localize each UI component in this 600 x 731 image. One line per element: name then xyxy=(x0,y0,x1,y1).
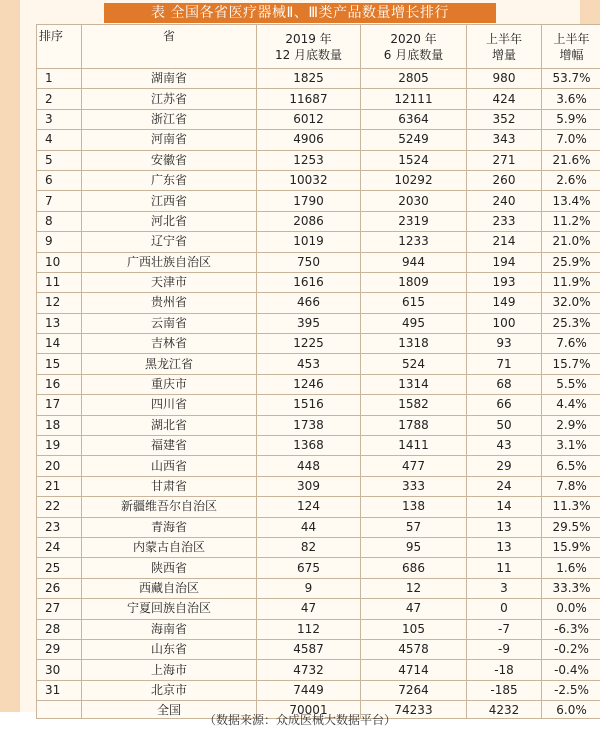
cell-province: 四川省 xyxy=(82,395,257,415)
cell-province: 湖北省 xyxy=(82,415,257,435)
cell-growth: 343 xyxy=(467,130,542,150)
header-rate-line1: 上半年 xyxy=(553,31,590,46)
cell-rank: 31 xyxy=(37,680,82,700)
cell-province: 江苏省 xyxy=(82,89,257,109)
cell-province: 重庆市 xyxy=(82,374,257,394)
table-row xyxy=(37,293,600,313)
cell-province: 江西省 xyxy=(82,191,257,211)
cell-growth: 93 xyxy=(467,334,542,354)
cell-rank: 15 xyxy=(37,354,82,374)
data-source-note: （数据来源：众成医械大数据平台） xyxy=(203,713,396,727)
cell-rate: 7.6% xyxy=(542,334,600,354)
cell-rate: 11.2% xyxy=(542,211,600,231)
cell-rank: 12 xyxy=(37,293,82,313)
cell-2020: 944 xyxy=(361,252,467,272)
cell-rate: 21.6% xyxy=(542,150,600,170)
header-2019 xyxy=(257,25,361,69)
header-2020-line2: 6 月底数量 xyxy=(383,47,444,62)
cell-growth: -9 xyxy=(467,639,542,659)
cell-growth: 233 xyxy=(467,211,542,231)
cell-province: 青海省 xyxy=(82,517,257,537)
cell-2020: 138 xyxy=(361,497,467,517)
cell-province: 甘肃省 xyxy=(82,476,257,496)
cell-province: 广西壮族自治区 xyxy=(82,252,257,272)
cell-2019: 1368 xyxy=(257,436,361,456)
header-growth xyxy=(467,25,542,69)
cell-rank: 29 xyxy=(37,639,82,659)
table-row xyxy=(37,170,600,190)
cell-growth: 424 xyxy=(467,89,542,109)
table-row xyxy=(37,639,600,659)
cell-rate: 3.6% xyxy=(542,89,600,109)
cell-rank: 7 xyxy=(37,191,82,211)
cell-rank: 22 xyxy=(37,497,82,517)
cell-2020: 7264 xyxy=(361,680,467,700)
cell-2019: 1253 xyxy=(257,150,361,170)
cell-2019: 1019 xyxy=(257,232,361,252)
cell-growth: -18 xyxy=(467,660,542,680)
total-2019: 70001 xyxy=(257,701,361,719)
table-row xyxy=(37,497,600,517)
cell-2020: 333 xyxy=(361,476,467,496)
cell-rank: 19 xyxy=(37,436,82,456)
cell-rate: 3.1% xyxy=(542,436,600,456)
cell-2020: 1788 xyxy=(361,415,467,435)
cell-2019: 1790 xyxy=(257,191,361,211)
header-rate xyxy=(542,25,600,69)
cell-province: 安徽省 xyxy=(82,150,257,170)
cell-2019: 9 xyxy=(257,578,361,598)
table-row xyxy=(37,313,600,333)
cell-province: 广东省 xyxy=(82,170,257,190)
cell-2019: 1825 xyxy=(257,69,361,89)
cell-province: 宁夏回族自治区 xyxy=(82,599,257,619)
header-growth-line1: 上半年 xyxy=(485,31,522,46)
table-body xyxy=(37,69,600,701)
cell-growth: 11 xyxy=(467,558,542,578)
cell-2019: 1225 xyxy=(257,334,361,354)
cell-rank: 3 xyxy=(37,109,82,129)
cell-2020: 2319 xyxy=(361,211,467,231)
cell-rate: 15.9% xyxy=(542,537,600,557)
cell-growth: 193 xyxy=(467,272,542,292)
cell-rate: 13.4% xyxy=(542,191,600,211)
cell-rate: 5.5% xyxy=(542,374,600,394)
cell-rate: 4.4% xyxy=(542,395,600,415)
cell-rank: 14 xyxy=(37,334,82,354)
table-row xyxy=(37,558,600,578)
table-row xyxy=(37,334,600,354)
cell-2019: 44 xyxy=(257,517,361,537)
table-row xyxy=(37,456,600,476)
cell-growth: 29 xyxy=(467,456,542,476)
cell-rank: 13 xyxy=(37,313,82,333)
cell-2020: 2030 xyxy=(361,191,467,211)
cell-rate: 0.0% xyxy=(542,599,600,619)
cell-rank: 25 xyxy=(37,558,82,578)
cell-growth: 14 xyxy=(467,497,542,517)
cell-rank: 23 xyxy=(37,517,82,537)
table-row xyxy=(37,436,600,456)
cell-2020: 615 xyxy=(361,293,467,313)
cell-rate: -0.4% xyxy=(542,660,600,680)
table-row xyxy=(37,109,600,129)
cell-2020: 477 xyxy=(361,456,467,476)
cell-province: 西藏自治区 xyxy=(82,578,257,598)
cell-rank: 20 xyxy=(37,456,82,476)
cell-rank: 16 xyxy=(37,374,82,394)
cell-rate: 29.5% xyxy=(542,517,600,537)
cell-rank: 8 xyxy=(37,211,82,231)
cell-province: 陕西省 xyxy=(82,558,257,578)
cell-2020: 1233 xyxy=(361,232,467,252)
cell-2020: 2805 xyxy=(361,69,467,89)
cell-rate: 1.6% xyxy=(542,558,600,578)
cell-2020: 495 xyxy=(361,313,467,333)
cell-growth: 3 xyxy=(467,578,542,598)
cell-growth: 0 xyxy=(467,599,542,619)
cell-2020: 105 xyxy=(361,619,467,639)
cell-2019: 47 xyxy=(257,599,361,619)
cell-growth: 24 xyxy=(467,476,542,496)
ranking-table xyxy=(36,24,600,719)
cell-2020: 1524 xyxy=(361,150,467,170)
cell-rate: 53.7% xyxy=(542,69,600,89)
cell-2020: 1318 xyxy=(361,334,467,354)
cell-2019: 4587 xyxy=(257,639,361,659)
cell-2020: 524 xyxy=(361,354,467,374)
cell-rate: 11.3% xyxy=(542,497,600,517)
cell-growth: 71 xyxy=(467,354,542,374)
cell-province: 上海市 xyxy=(82,660,257,680)
cell-rank: 27 xyxy=(37,599,82,619)
cell-province: 云南省 xyxy=(82,313,257,333)
table-row xyxy=(37,69,600,89)
cell-rate: 11.9% xyxy=(542,272,600,292)
header-province: 省 xyxy=(82,25,257,69)
table-row xyxy=(37,89,600,109)
cell-province: 海南省 xyxy=(82,619,257,639)
cell-growth: 271 xyxy=(467,150,542,170)
table-row xyxy=(37,415,600,435)
cell-2020: 5249 xyxy=(361,130,467,150)
cell-growth: 149 xyxy=(467,293,542,313)
cell-2020: 95 xyxy=(361,537,467,557)
cell-2019: 7449 xyxy=(257,680,361,700)
cell-2019: 6012 xyxy=(257,109,361,129)
table-row xyxy=(37,395,600,415)
cell-2020: 10292 xyxy=(361,170,467,190)
cell-2020: 57 xyxy=(361,517,467,537)
header-2019-line2: 12 月底数量 xyxy=(274,47,343,62)
table-row xyxy=(37,517,600,537)
header-rate-line2: 增幅 xyxy=(559,47,584,62)
table-row xyxy=(37,211,600,231)
cell-growth: 13 xyxy=(467,537,542,557)
cell-rate: 25.9% xyxy=(542,252,600,272)
cell-rate: 33.3% xyxy=(542,578,600,598)
table-row xyxy=(37,374,600,394)
table-row xyxy=(37,252,600,272)
cell-province: 山西省 xyxy=(82,456,257,476)
cell-rate: 7.8% xyxy=(542,476,600,496)
cell-2020: 12111 xyxy=(361,89,467,109)
cell-province: 河南省 xyxy=(82,130,257,150)
cell-rate: 2.6% xyxy=(542,170,600,190)
cell-rate: 32.0% xyxy=(542,293,600,313)
cell-rank: 10 xyxy=(37,252,82,272)
total-2020: 74233 xyxy=(361,701,467,719)
cell-province: 河北省 xyxy=(82,211,257,231)
cell-2019: 1246 xyxy=(257,374,361,394)
cell-rank: 26 xyxy=(37,578,82,598)
cell-rank: 1 xyxy=(37,69,82,89)
cell-growth: 240 xyxy=(467,191,542,211)
cell-province: 北京市 xyxy=(82,680,257,700)
total-label: 全国 xyxy=(82,701,257,719)
cell-rank: 2 xyxy=(37,89,82,109)
total-growth: 4232 xyxy=(467,701,542,719)
cell-rate: 21.0% xyxy=(542,232,600,252)
cell-2019: 1738 xyxy=(257,415,361,435)
cell-2019: 112 xyxy=(257,619,361,639)
cell-2020: 1411 xyxy=(361,436,467,456)
cell-2019: 10032 xyxy=(257,170,361,190)
table-row xyxy=(37,130,600,150)
cell-growth: 68 xyxy=(467,374,542,394)
cell-2019: 395 xyxy=(257,313,361,333)
cell-province: 浙江省 xyxy=(82,109,257,129)
cell-growth: 260 xyxy=(467,170,542,190)
cell-rank: 24 xyxy=(37,537,82,557)
cell-growth: 100 xyxy=(467,313,542,333)
header-2020 xyxy=(361,25,467,69)
cell-2019: 4732 xyxy=(257,660,361,680)
cell-2020: 47 xyxy=(361,599,467,619)
total-rate: 6.0% xyxy=(542,701,600,719)
cell-growth: 13 xyxy=(467,517,542,537)
cell-rank: 18 xyxy=(37,415,82,435)
cell-2019: 309 xyxy=(257,476,361,496)
table-row xyxy=(37,599,600,619)
header-2020-line1: 2020 年 xyxy=(390,31,437,46)
cell-rank: 11 xyxy=(37,272,82,292)
table-row xyxy=(37,476,600,496)
cell-2019: 82 xyxy=(257,537,361,557)
cell-rank: 28 xyxy=(37,619,82,639)
cell-province: 山东省 xyxy=(82,639,257,659)
cell-growth: 214 xyxy=(467,232,542,252)
cell-2020: 6364 xyxy=(361,109,467,129)
table-row xyxy=(37,660,600,680)
cell-2019: 11687 xyxy=(257,89,361,109)
cell-rank: 21 xyxy=(37,476,82,496)
table-row xyxy=(37,150,600,170)
table-row xyxy=(37,272,600,292)
cell-rate: 25.3% xyxy=(542,313,600,333)
cell-rank: 17 xyxy=(37,395,82,415)
cell-growth: 352 xyxy=(467,109,542,129)
cell-rate: 2.9% xyxy=(542,415,600,435)
cell-province: 吉林省 xyxy=(82,334,257,354)
cell-growth: 194 xyxy=(467,252,542,272)
cell-2019: 453 xyxy=(257,354,361,374)
cell-rate: 5.9% xyxy=(542,109,600,129)
table-row xyxy=(37,191,600,211)
cell-growth: 43 xyxy=(467,436,542,456)
cell-rate: 6.5% xyxy=(542,456,600,476)
cell-2020: 686 xyxy=(361,558,467,578)
cell-2019: 124 xyxy=(257,497,361,517)
header-2019-line1: 2019 年 xyxy=(285,31,332,46)
table-row xyxy=(37,537,600,557)
cell-2020: 4714 xyxy=(361,660,467,680)
cell-growth: -7 xyxy=(467,619,542,639)
table-header-row xyxy=(37,25,600,69)
cell-rate: -2.5% xyxy=(542,680,600,700)
cell-2020: 1809 xyxy=(361,272,467,292)
cell-growth: 980 xyxy=(467,69,542,89)
cell-province: 天津市 xyxy=(82,272,257,292)
cell-rank: 6 xyxy=(37,170,82,190)
cell-province: 新疆维吾尔自治区 xyxy=(82,497,257,517)
cell-2019: 675 xyxy=(257,558,361,578)
cell-rank: 30 xyxy=(37,660,82,680)
cell-rate: 7.0% xyxy=(542,130,600,150)
cell-growth: 66 xyxy=(467,395,542,415)
cell-province: 贵州省 xyxy=(82,293,257,313)
cell-2019: 466 xyxy=(257,293,361,313)
cell-rate: -0.2% xyxy=(542,639,600,659)
header-rank: 排序 xyxy=(37,25,82,69)
cell-2020: 1582 xyxy=(361,395,467,415)
cell-rank: 5 xyxy=(37,150,82,170)
cell-2020: 4578 xyxy=(361,639,467,659)
cell-2019: 4906 xyxy=(257,130,361,150)
cell-province: 福建省 xyxy=(82,436,257,456)
table-row xyxy=(37,232,600,252)
cell-province: 辽宁省 xyxy=(82,232,257,252)
cell-growth: 50 xyxy=(467,415,542,435)
table-title: 表 全国各省医疗器械Ⅱ、Ⅲ类产品数量增长排行 xyxy=(104,3,496,23)
cell-2020: 1314 xyxy=(361,374,467,394)
cell-2019: 1516 xyxy=(257,395,361,415)
cell-rank: 4 xyxy=(37,130,82,150)
table-row xyxy=(37,578,600,598)
header-growth-line2: 增量 xyxy=(491,47,516,62)
cell-rate: -6.3% xyxy=(542,619,600,639)
cell-2019: 448 xyxy=(257,456,361,476)
cell-2019: 2086 xyxy=(257,211,361,231)
cell-growth: -185 xyxy=(467,680,542,700)
cell-rate: 15.7% xyxy=(542,354,600,374)
cell-2019: 750 xyxy=(257,252,361,272)
table-row xyxy=(37,354,600,374)
table-row xyxy=(37,680,600,700)
cell-province: 湖南省 xyxy=(82,69,257,89)
cell-rank: 9 xyxy=(37,232,82,252)
cell-2020: 12 xyxy=(361,578,467,598)
table-row xyxy=(37,619,600,639)
cell-province: 黑龙江省 xyxy=(82,354,257,374)
cell-province: 内蒙古自治区 xyxy=(82,537,257,557)
cell-2019: 1616 xyxy=(257,272,361,292)
